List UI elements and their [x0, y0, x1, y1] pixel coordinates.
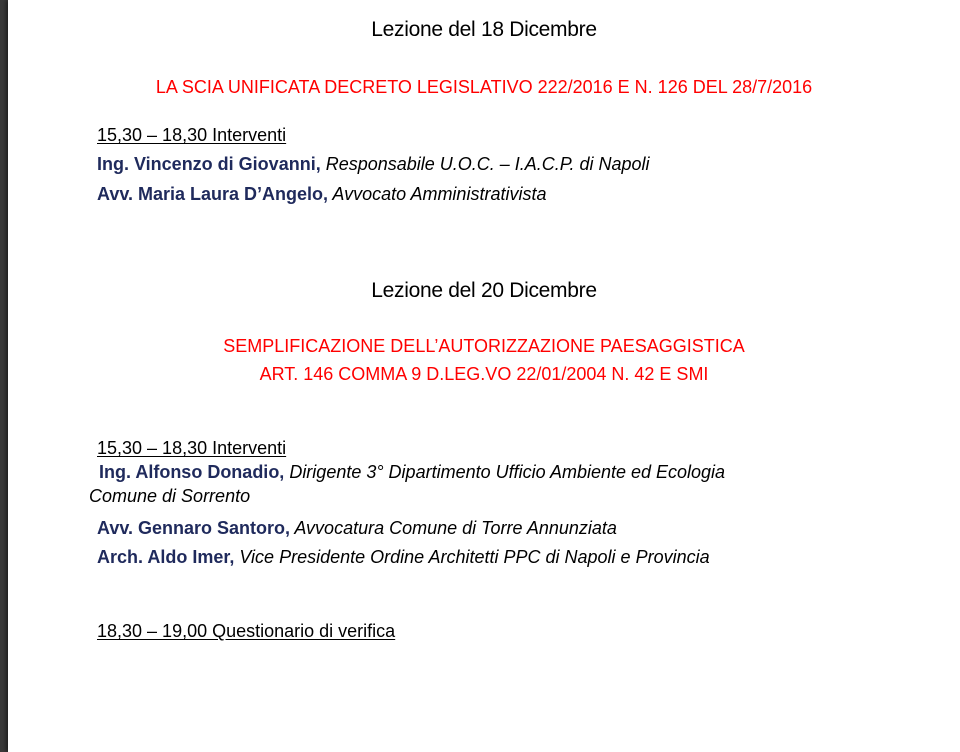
lesson1-title: Lezione del 18 Dicembre — [371, 18, 597, 41]
document-page — [8, 0, 960, 752]
lesson1-time: 15,30 – 18,30 Interventi — [97, 125, 287, 145]
speaker-name: Ing. Vincenzo di Giovanni, — [97, 154, 321, 174]
lesson2-subject-line1: SEMPLIFICAZIONE DELL’AUTORIZZAZIONE PAESAGGISTICA — [223, 336, 745, 356]
speaker-role: Dirigente 3° Dipartimento Ufficio Ambiente ed Ecologia — [284, 462, 726, 482]
lesson2-time: 15,30 – 18,30 Interventi — [97, 438, 287, 458]
lesson1-speaker-2 — [97, 184, 546, 205]
speaker-name: Avv. Gennaro Santoro, — [97, 518, 291, 538]
lesson2-subject-line2: ART. 146 COMMA 9 D.LEG.VO 22/01/2004 N. 42 E SMI — [259, 364, 709, 384]
speaker-role: Vice Presidente Ordine Architetti PPC di Napoli e Provincia — [234, 547, 710, 567]
lesson1-subject: LA SCIA UNIFICATA DECRETO LEGISLATIVO 222/2016 E N. 126 DEL 28/7/2016 — [155, 77, 813, 97]
speaker-role-continued: Comune di Sorrento — [89, 486, 251, 506]
quiz-time: 18,30 – 19,00 Questionario di verifica — [97, 621, 396, 641]
speaker-name: Arch. Aldo Imer, — [97, 547, 235, 567]
speaker-role: Avvocatura Comune di Torre Annunziata — [290, 518, 617, 538]
lesson1-speaker-1 — [97, 154, 650, 175]
lesson2-speaker-3 — [97, 547, 710, 568]
speaker-name: Avv. Maria Laura D’Angelo, — [97, 184, 329, 204]
speaker-role: Avvocato Amministrativista — [328, 184, 547, 204]
lesson2-speaker-1-cont — [89, 486, 250, 507]
speaker-role: Responsabile U.O.C. – I.A.C.P. di Napoli — [320, 154, 650, 174]
speaker-name: Ing. Alfonso Donadio, — [99, 462, 285, 482]
lesson2-speaker-1 — [99, 462, 725, 483]
lesson2-speaker-2 — [97, 518, 617, 539]
lesson2-title: Lezione del 20 Dicembre — [371, 279, 597, 302]
